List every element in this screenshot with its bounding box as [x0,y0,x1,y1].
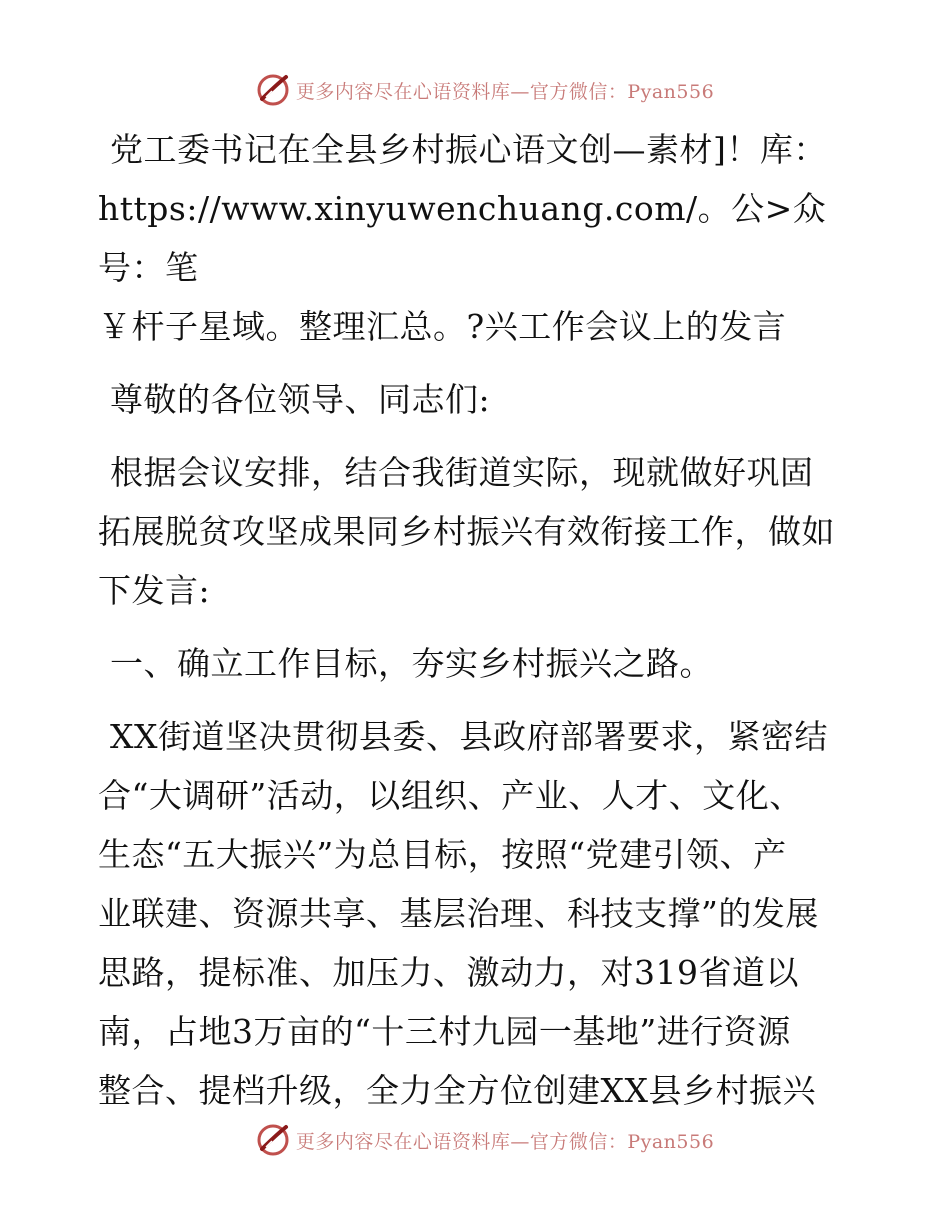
body-line-1: XX街道坚决贯彻县委、县政府部署要求，紧密结 [110,717,828,756]
intro-line-2: 拓展脱贫攻坚成果同乡村振兴有效衔接工作，做如 [98,512,835,551]
section-1-heading: 一、确立工作目标，夯实乡村振兴之路。 [110,644,713,683]
greeting: 尊敬的各位领导、同志们: [110,380,491,419]
footer-watermark-banner [0,1120,950,1160]
body-line-2: 合“大调研”活动，以组织、产业、人才、文化、 [98,776,803,815]
document-title [98,120,858,356]
intro-line-3: 下发言: [98,571,211,610]
document-body [98,120,858,1134]
brush-logo-icon [256,1123,290,1157]
title-line-3: ￥杆子星域。整理汇总。?兴工作会议上的发言 [98,307,787,346]
title-line-1: 党工委书记在全县乡村振心语文创—素材]！库： [110,130,827,169]
footer-watermark-text: 更多内容尽在心语资料库—官方微信：Pyan556 [295,1130,715,1153]
brush-logo-icon [256,73,290,107]
header-watermark-text: 更多内容尽在心语资料库—官方微信：Pyan556 [295,80,715,103]
body-line-4: 业联建、资源共享、基层治理、科技支撑”的发展 [98,894,819,933]
body-line-5: 思路，提标准、加压力、激动力，对319省道以 [98,953,799,992]
title-line-2: https://www.xinyuwenchuang.com/。公>众号：笔 [98,189,827,287]
intro-paragraph [98,443,858,620]
body-line-6: 南，占地3万亩的“十三村九园一基地”进行资源 [98,1012,791,1051]
body-line-7: 整合、提档升级，全力全方位创建XX县乡村振兴 [98,1071,816,1110]
header-watermark-banner [0,70,950,110]
body-line-3: 生态“五大振兴”为总目标，按照“党建引领、产 [98,835,787,874]
intro-line-1: 根据会议安排，结合我街道实际，现就做好巩固 [110,453,814,492]
body-paragraph [98,707,858,1120]
